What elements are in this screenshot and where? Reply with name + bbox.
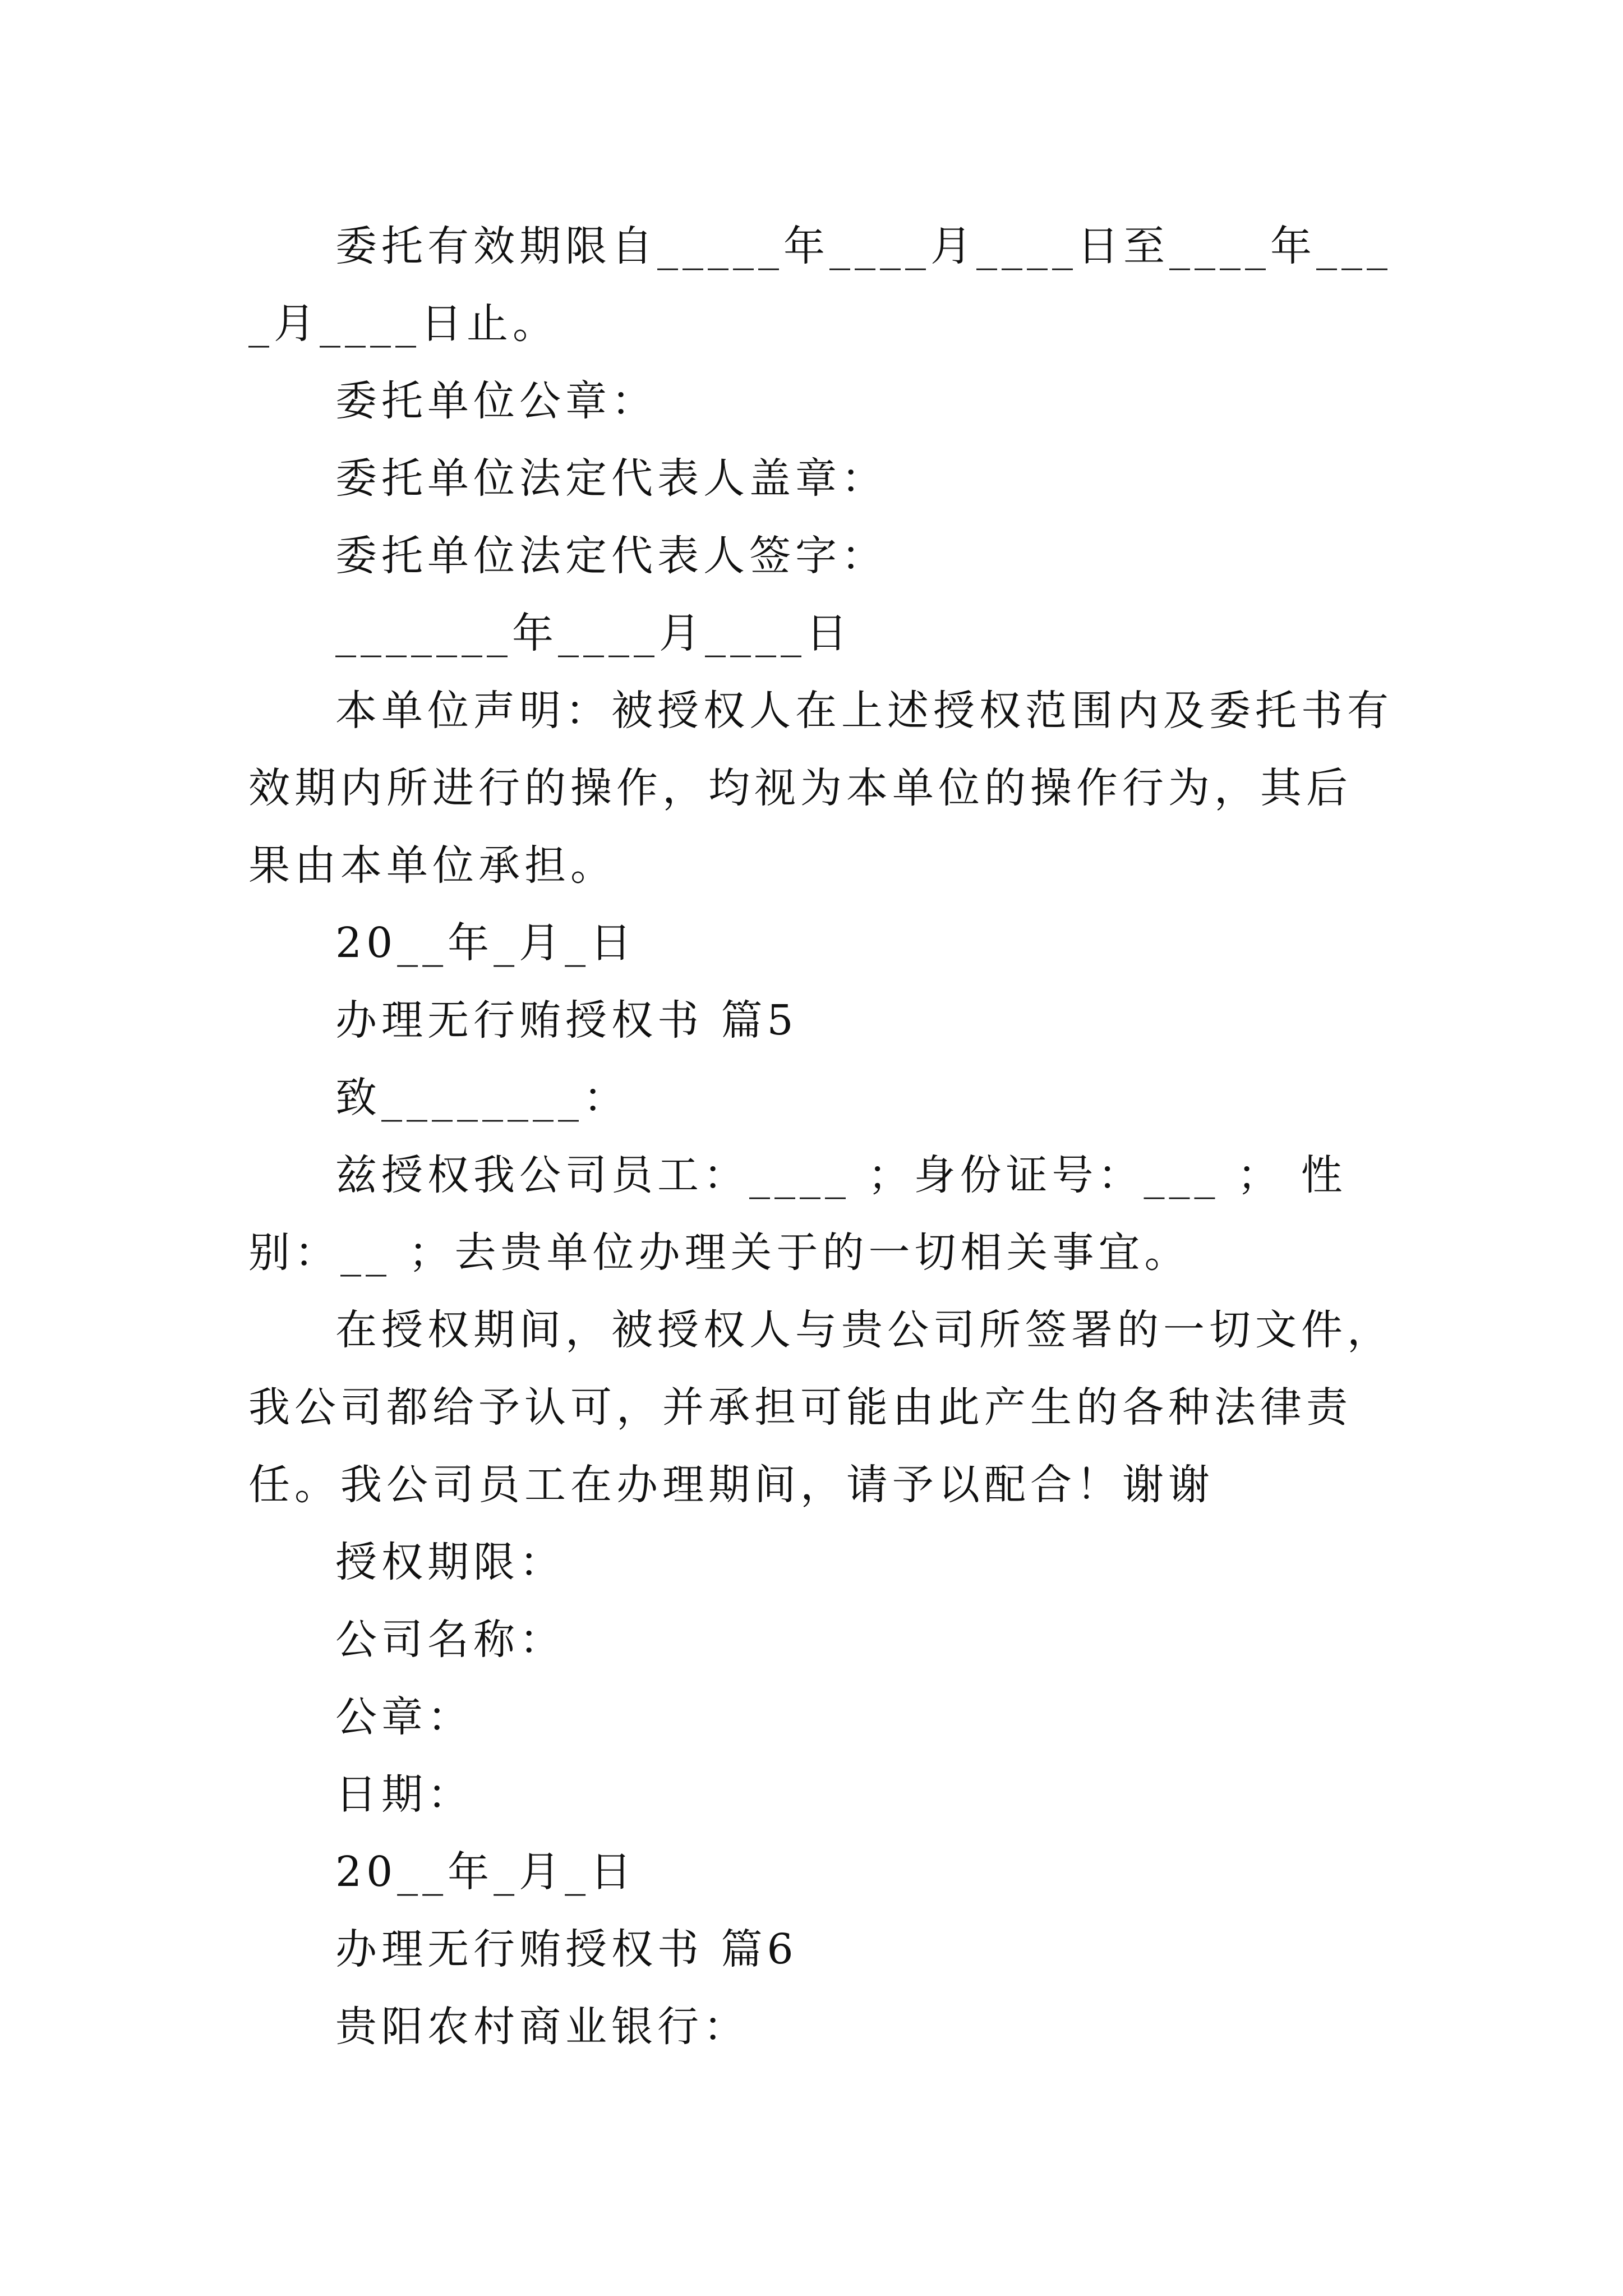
bank-addressee-line: 贵阳农村商业银行： <box>335 2003 749 2051</box>
company-name-label: 公司名称： <box>335 1616 565 1664</box>
date-blank-line: _______年____月____日 <box>335 609 852 657</box>
company-seal-label: 委托单位公章： <box>335 377 657 425</box>
section-heading: 办理无行贿授权书 篇6 <box>335 1925 798 1973</box>
declaration-paragraph: 本单位声明：被授权人在上述授权范围内及委托书有效期内所进行的操作，均视为本单位的操作行为，其后果由本单位承担。 <box>248 687 1393 890</box>
date-short-line: 20__年_月_日 <box>335 1848 637 1896</box>
section-heading: 办理无行贿授权书 篇5 <box>335 996 798 1045</box>
authorization-statement-paragraph: 兹授权我公司员工：____ ；身份证号：___ ； 性别：__ ；去贵单位办理关于的一切相关事宜。 <box>248 1151 1347 1277</box>
legal-rep-seal-label: 委托单位法定代表人盖章： <box>335 454 887 503</box>
authorization-period-label: 授权期限： <box>335 1538 565 1586</box>
validity-period-text: 委托有效期限自_____年____月____日至____年____月____日止。 <box>248 222 1392 348</box>
document-body <box>248 208 1394 2065</box>
date-label: 日期： <box>335 1770 473 1819</box>
legal-rep-signature-label: 委托单位法定代表人签字： <box>335 532 887 580</box>
authorization-terms-paragraph: 在授权期间，被授权人与贵公司所签署的一切文件，我公司都给予认可，并承担可能由此产生的各种法律责任。我公司员工在办理期间，请予以配合！谢谢 <box>248 1306 1393 1509</box>
addressee-line: 致________： <box>335 1074 629 1122</box>
date-short-line: 20__年_月_日 <box>335 919 637 967</box>
official-seal-label: 公章： <box>335 1693 473 1741</box>
